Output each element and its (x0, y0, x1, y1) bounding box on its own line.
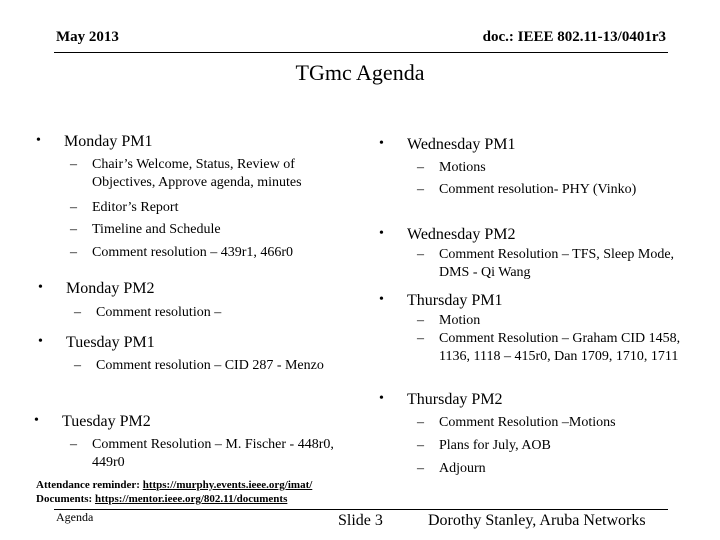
section-monday-pm2-heading: • Monday PM2 (38, 280, 155, 297)
header-doc-id: doc.: IEEE 802.11-13/0401r3 (482, 29, 666, 45)
bullet-icon: • (379, 136, 384, 151)
list-item: – Chair’s Welcome, Status, Review of Objectives, Approve agenda, minutes (70, 157, 302, 190)
list-item: – Comment resolution – (74, 305, 222, 320)
list-item: – Comment resolution – 439r1, 466r0 (70, 245, 294, 260)
slide-number: Slide 3 (338, 512, 383, 529)
list-item: – Comment Resolution – TFS, Sleep Mode, DMS - Qi Wang (417, 247, 675, 280)
section-thursday-pm2-heading: • Thursday PM2 (379, 391, 503, 408)
dash-icon: – (417, 461, 424, 476)
dash-icon: – (417, 247, 424, 262)
list-item: – Plans for July, AOB (417, 438, 551, 453)
dash-icon: – (70, 222, 77, 237)
bullet-icon: • (379, 391, 384, 406)
documents-reminder: Documents: https://mentor.ieee.org/802.11/documents (36, 493, 288, 505)
slide-title: TGmc Agenda (295, 60, 425, 85)
footer-author: Dorothy Stanley, Aruba Networks (428, 512, 646, 529)
dash-icon: – (74, 358, 81, 373)
list-item: – Comment Resolution – Graham CID 1458, 1136, 1118 – 415r0, Dan 1709, 1710, 1711 (417, 331, 681, 364)
bullet-icon: • (379, 226, 384, 241)
section-wednesday-pm2-heading: • Wednesday PM2 (379, 226, 516, 243)
header-date: May 2013 (56, 29, 119, 45)
dash-icon: – (417, 160, 424, 175)
list-item: – Comment Resolution –Motions (417, 415, 616, 430)
section-thursday-pm1-heading: • Thursday PM1 (379, 292, 503, 309)
dash-icon: – (417, 438, 424, 453)
list-item: – Editor’s Report (70, 200, 179, 215)
dash-icon: – (417, 331, 424, 346)
dash-icon: – (70, 245, 77, 260)
attendance-link[interactable]: https://murphy.events.ieee.org/imat/ (142, 479, 313, 491)
footer-agenda-label: Agenda (56, 510, 94, 524)
section-monday-pm1-heading: • Monday PM1 (36, 133, 153, 150)
documents-link[interactable]: https://mentor.ieee.org/802.11/documents (94, 493, 288, 505)
dash-icon: – (417, 182, 424, 197)
bullet-icon: • (379, 292, 384, 307)
list-item: – Timeline and Schedule (70, 222, 221, 237)
attendance-reminder: Attendance reminder: https://murphy.events.ieee.org/imat/ (36, 479, 313, 491)
bullet-icon: • (36, 133, 41, 148)
dash-icon: – (70, 437, 77, 452)
dash-icon: – (70, 200, 77, 215)
bullet-icon: • (34, 413, 39, 428)
section-wednesday-pm1-heading: • Wednesday PM1 (379, 136, 516, 153)
dash-icon: – (74, 305, 81, 320)
list-item: – Comment Resolution – M. Fischer - 448r0, 449r0 (70, 437, 334, 470)
list-item: – Adjourn (417, 461, 486, 476)
footer-divider (54, 509, 668, 510)
dash-icon: – (417, 415, 424, 430)
header-divider (54, 52, 668, 53)
list-item: – Motions (417, 160, 486, 175)
section-tuesday-pm2-heading: • Tuesday PM2 (34, 413, 151, 430)
list-item: – Comment resolution- PHY (Vinko) (417, 182, 637, 197)
section-tuesday-pm1-heading: • Tuesday PM1 (38, 334, 155, 351)
bullet-icon: • (38, 280, 43, 295)
dash-icon: – (417, 313, 424, 328)
dash-icon: – (70, 157, 77, 172)
list-item: – Comment resolution – CID 287 - Menzo (74, 358, 324, 373)
bullet-icon: • (38, 334, 43, 349)
list-item: – Motion (417, 313, 481, 328)
